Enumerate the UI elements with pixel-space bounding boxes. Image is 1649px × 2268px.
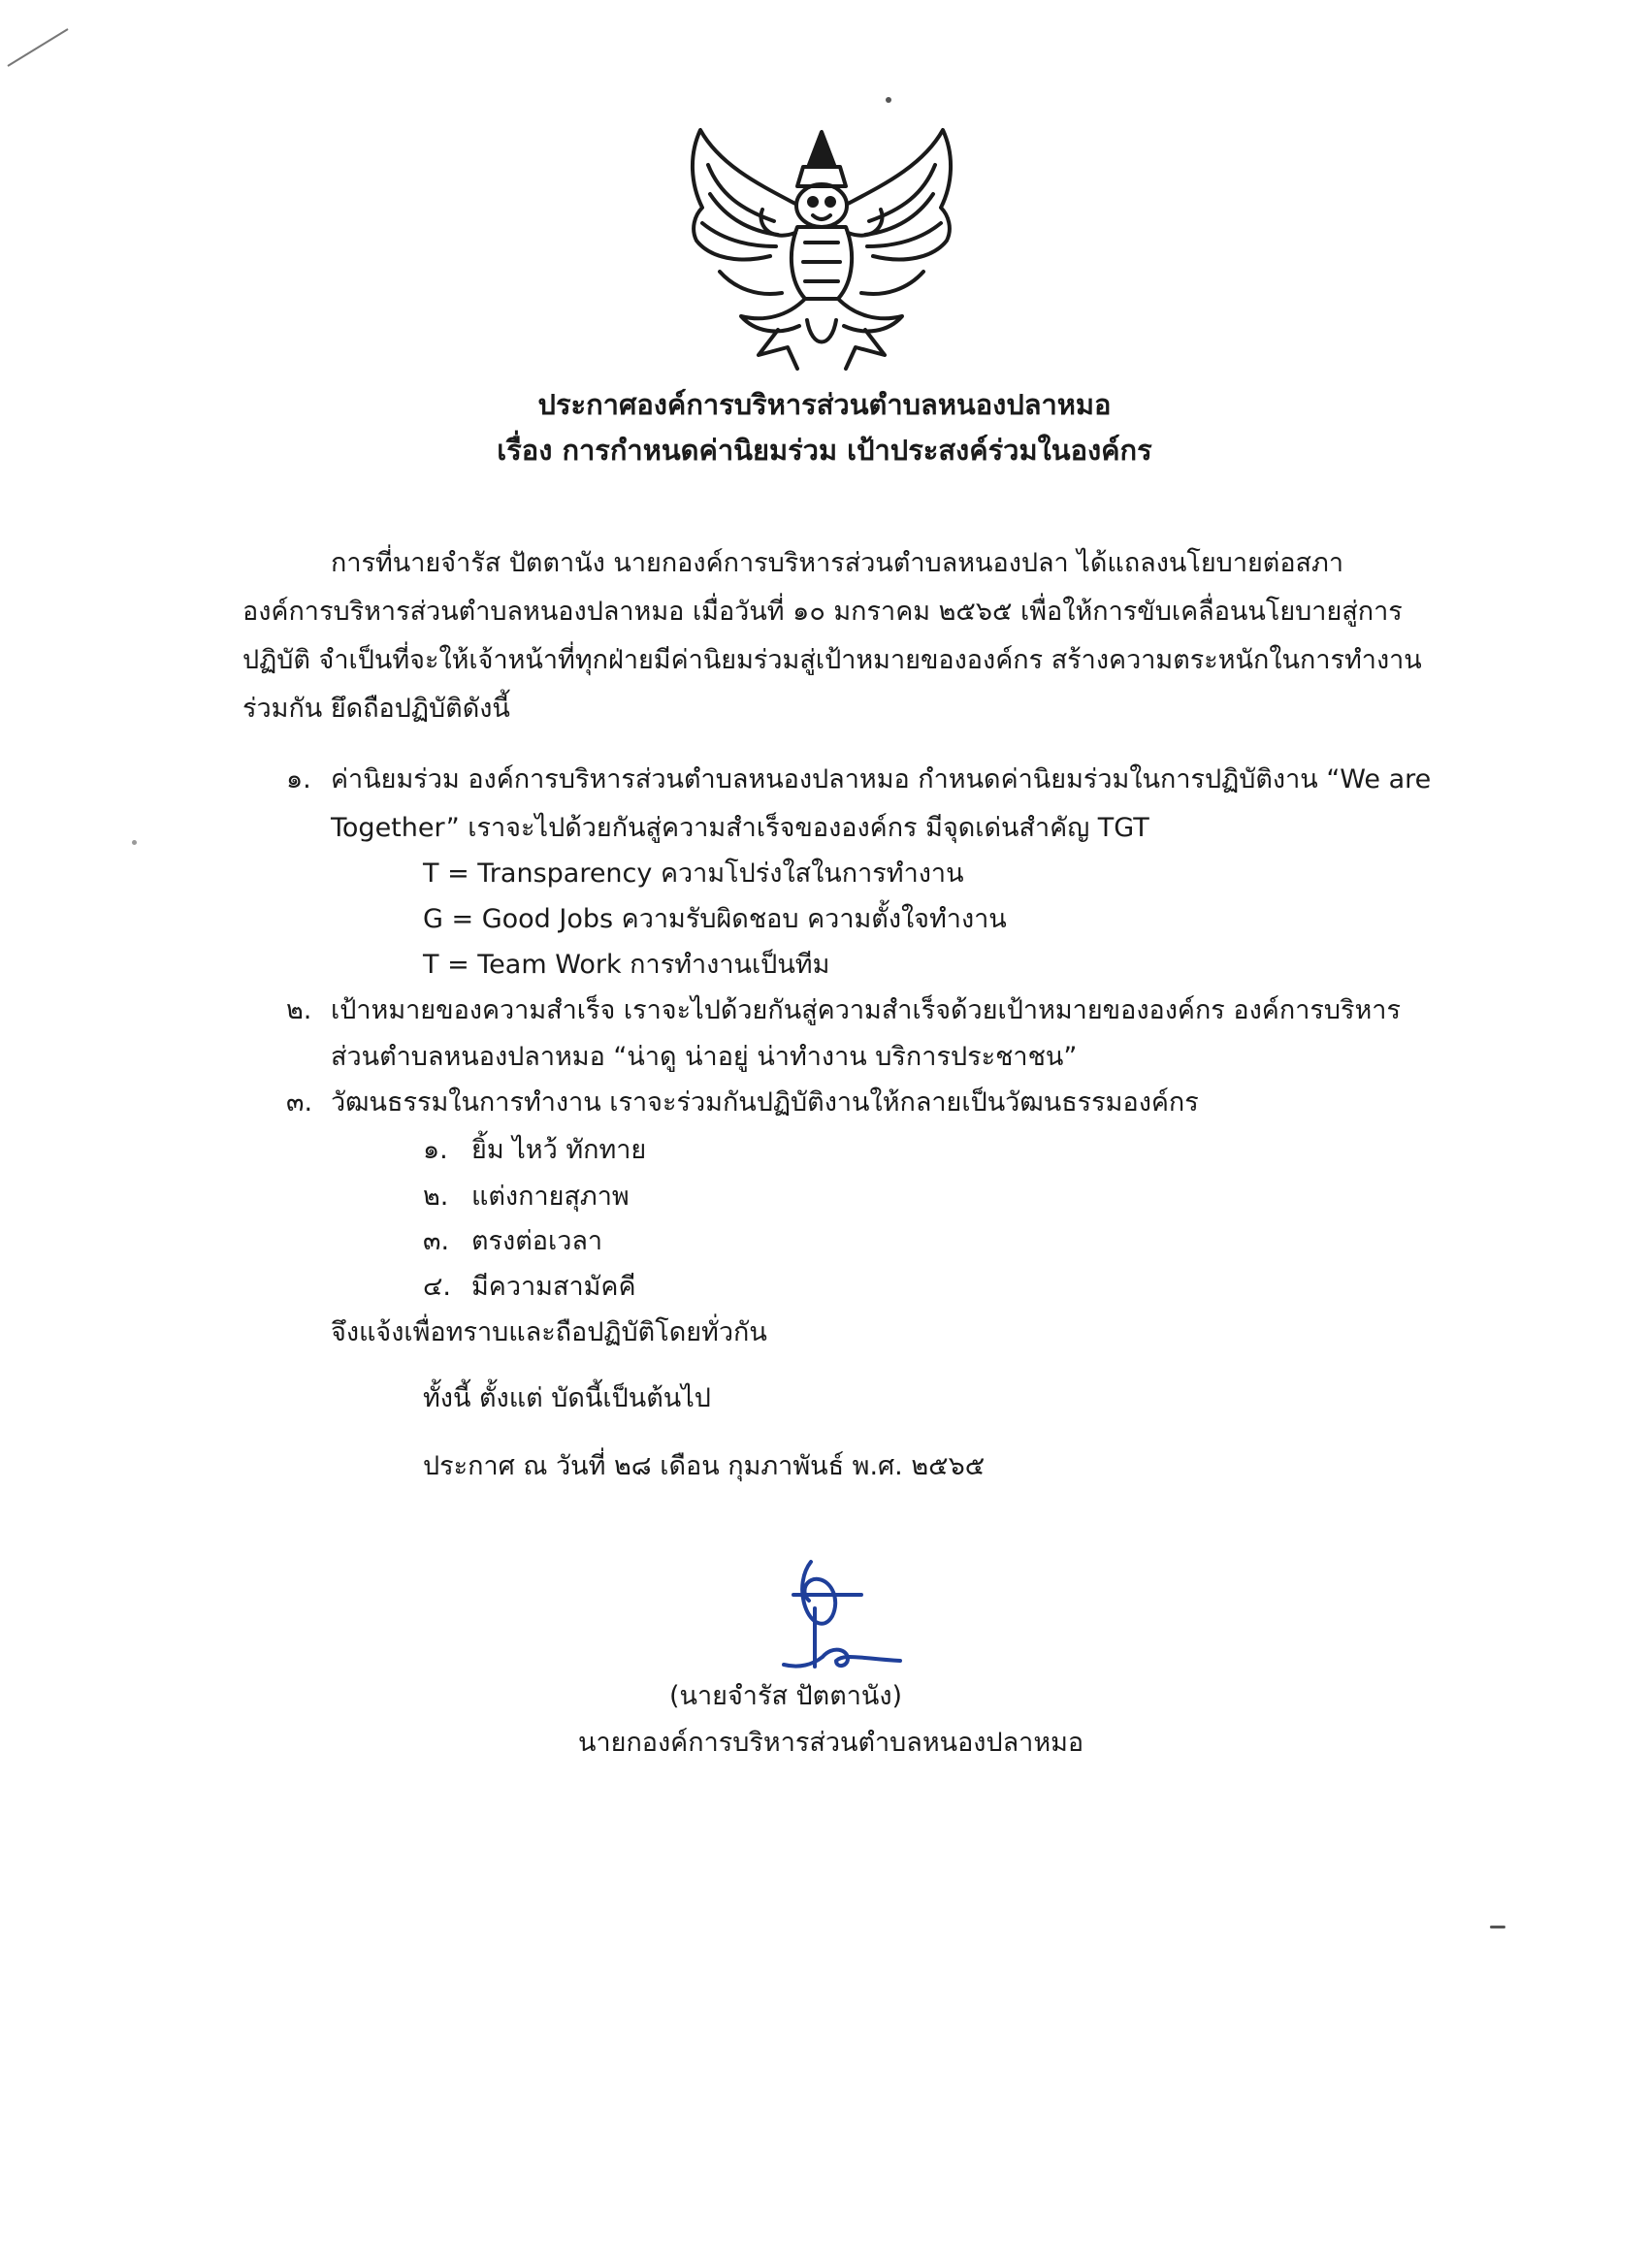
closing-notice: จึงแจ้งเพื่อทราบและถือปฏิบัติโดยทั่วกัน	[331, 1317, 767, 1347]
item-line: ส่วนตำบลหนองปลาหมอ “น่าดู น่าอยู่ น่าทำงาน บริการประชาชน”	[331, 1042, 1078, 1072]
item-line: วัฒนธรรมในการทำงาน เราจะร่วมกันปฏิบัติงานให้กลายเป็นวัฒนธรรมองค์กร	[331, 1087, 1199, 1118]
item-number: ๓.	[286, 1087, 313, 1118]
tgt-item: G = Good Jobs ความรับผิดชอบ ความตั้งใจทำงาน	[423, 904, 1007, 934]
signer-name: (นายจำรัส ปัตตานัง)	[669, 1681, 903, 1711]
announcement-title: ประกาศองค์การบริหารส่วนตำบลหนองปลาหมอ	[537, 388, 1112, 421]
culture-item: ตรงต่อเวลา	[471, 1226, 603, 1256]
culture-number: ๓.	[423, 1226, 450, 1256]
garuda-emblem-icon	[681, 126, 962, 378]
culture-item: มีความสามัคคี	[471, 1272, 636, 1302]
item-number: ๒.	[286, 995, 312, 1025]
item-number: ๑.	[286, 764, 311, 794]
intro-line: การที่นายจำรัส ปัตตานัง นายกองค์การบริหารส่วนตำบลหนองปลา ได้แถลงนโยบายต่อสภา	[331, 548, 1343, 578]
culture-number: ๑.	[423, 1135, 448, 1165]
announcement-date: ประกาศ ณ วันที่ ๒๘ เดือน กุมภาพันธ์ พ.ศ. ๒๕๖๕	[423, 1451, 986, 1481]
scan-speck	[132, 840, 137, 845]
signer-position: นายกองค์การบริหารส่วนตำบลหนองปลาหมอ	[578, 1728, 1084, 1758]
announcement-subject: เรื่อง การกำหนดค่านิยมร่วม เป้าประสงค์ร่วมในองค์กร	[497, 434, 1152, 467]
culture-item: ยิ้ม ไหว้ ทักทาย	[471, 1135, 647, 1165]
culture-number: ๔.	[423, 1272, 452, 1302]
item-line: Together” เราจะไปด้วยกันสู่ความสำเร็จขององค์กร มีจุดเด่นสำคัญ TGT	[331, 813, 1149, 843]
scan-mark	[0, 0, 78, 78]
intro-line: องค์การบริหารส่วนตำบลหนองปลาหมอ เมื่อวันที่ ๑๐ มกราคม ๒๕๖๕ เพื่อให้การขับเคลื่อนนโยบายสู่การ	[242, 597, 1403, 627]
tgt-item: T = Team Work การทำงานเป็นทีม	[423, 950, 830, 980]
item-line: เป้าหมายของความสำเร็จ เราจะไปด้วยกันสู่ความสำเร็จด้วยเป้าหมายขององค์กร องค์การบริหาร	[331, 995, 1401, 1025]
scan-speck	[886, 97, 891, 103]
item-line: ค่านิยมร่วม องค์การบริหารส่วนตำบลหนองปลาหมอ กำหนดค่านิยมร่วมในการปฏิบัติงาน “We are	[331, 764, 1432, 794]
effective-date: ทั้งนี้ ตั้งแต่ บัดนี้เป็นต้นไป	[423, 1383, 711, 1413]
culture-item: แต่งกายสุภาพ	[471, 1182, 630, 1212]
intro-line: ร่วมกัน ยึดถือปฏิบัติดังนี้	[242, 694, 510, 724]
signature-mark	[755, 1552, 910, 1678]
scan-speck	[1490, 1926, 1505, 1928]
culture-number: ๒.	[423, 1182, 449, 1212]
intro-line: ปฏิบัติ จำเป็นที่จะให้เจ้าหน้าที่ทุกฝ่ายมีค่านิยมร่วมสู่เป้าหมายขององค์กร สร้างความตระหนักในการทำงาน	[242, 645, 1422, 675]
tgt-item: T = Transparency ความโปร่งใสในการทำงาน	[423, 859, 964, 889]
